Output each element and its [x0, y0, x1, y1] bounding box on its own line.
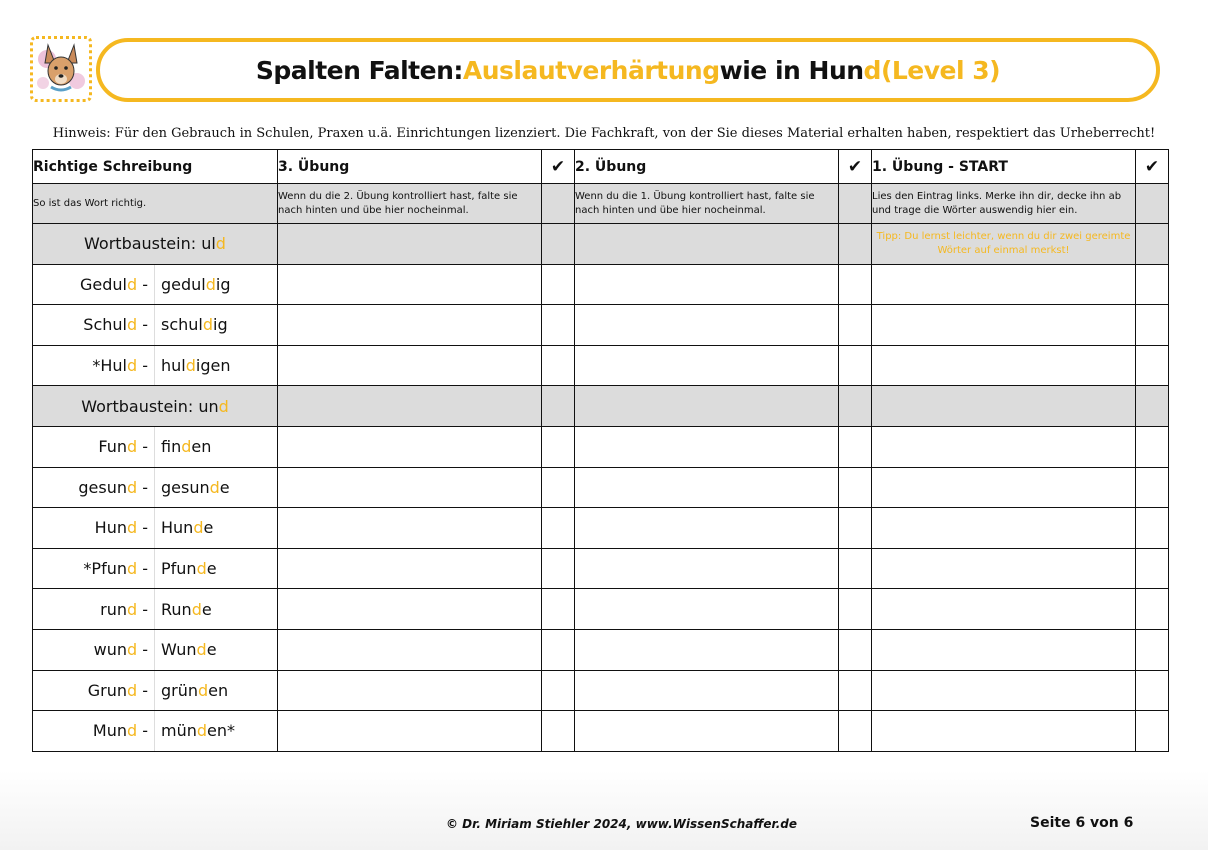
footer-page-number: Seite 6 von 6 — [1030, 815, 1134, 831]
answer-cell[interactable] — [278, 467, 542, 508]
answer-cell[interactable] — [278, 670, 542, 711]
check-cell — [1136, 184, 1169, 224]
check-cell[interactable] — [542, 629, 575, 670]
header-exercise-3: 3. Übung — [278, 150, 542, 184]
word-derived: gesunde — [155, 467, 278, 508]
answer-cell[interactable] — [872, 467, 1136, 508]
word-derived: huldigen — [155, 345, 278, 386]
check-cell[interactable] — [542, 426, 575, 467]
answer-cell[interactable] — [575, 264, 839, 305]
answer-cell[interactable] — [872, 386, 1136, 427]
word-derived: Wunde — [155, 629, 278, 670]
word-derived: finden — [155, 426, 278, 467]
answer-cell[interactable] — [872, 264, 1136, 305]
check-cell[interactable] — [839, 508, 872, 549]
answer-cell[interactable] — [575, 305, 839, 346]
check-cell[interactable] — [1136, 224, 1169, 265]
word-derived: Pfunde — [155, 548, 278, 589]
answer-cell[interactable] — [278, 426, 542, 467]
check-cell[interactable] — [542, 264, 575, 305]
footer-copyright: © Dr. Miriam Stiehler 2024, www.WissenSchaffer.de — [446, 817, 797, 831]
check-cell[interactable] — [1136, 548, 1169, 589]
answer-cell[interactable] — [575, 629, 839, 670]
table-row — [33, 467, 1169, 508]
exercise-table — [32, 149, 1169, 752]
subheader-exercise-1: Lies den Eintrag links. Merke ihn dir, decke ihn ab und trage die Wörter auswendig hier ein. — [872, 184, 1136, 224]
check-cell[interactable] — [1136, 711, 1169, 752]
header-row — [33, 150, 1169, 184]
answer-cell[interactable] — [872, 629, 1136, 670]
check-cell[interactable] — [542, 345, 575, 386]
table-row — [33, 589, 1169, 630]
answer-cell[interactable] — [278, 589, 542, 630]
check-cell[interactable] — [542, 224, 575, 265]
word-base: Grund - — [33, 670, 155, 711]
answer-cell[interactable] — [575, 426, 839, 467]
answer-cell[interactable] — [575, 589, 839, 630]
check-icon: ✔ — [1136, 150, 1169, 184]
answer-cell[interactable] — [872, 345, 1136, 386]
answer-cell[interactable] — [575, 711, 839, 752]
answer-cell[interactable] — [872, 508, 1136, 549]
check-cell[interactable] — [1136, 426, 1169, 467]
answer-cell[interactable] — [872, 426, 1136, 467]
check-cell[interactable] — [1136, 508, 1169, 549]
table-row — [33, 548, 1169, 589]
check-cell[interactable] — [542, 670, 575, 711]
table-row — [33, 670, 1169, 711]
answer-cell[interactable] — [278, 711, 542, 752]
check-cell[interactable] — [1136, 629, 1169, 670]
word-base: *Pfund - — [33, 548, 155, 589]
check-cell[interactable] — [1136, 345, 1169, 386]
check-cell[interactable] — [1136, 386, 1169, 427]
check-icon: ✔ — [542, 150, 575, 184]
answer-cell[interactable] — [872, 548, 1136, 589]
table-row — [33, 345, 1169, 386]
answer-cell[interactable] — [278, 386, 542, 427]
subheader-row — [33, 184, 1169, 224]
table-row — [33, 264, 1169, 305]
answer-cell[interactable] — [575, 224, 839, 265]
answer-cell[interactable] — [278, 345, 542, 386]
answer-cell[interactable] — [575, 386, 839, 427]
answer-cell[interactable] — [278, 224, 542, 265]
check-cell[interactable] — [839, 305, 872, 346]
page-bottom-shade — [0, 770, 1208, 850]
section-label: Wortbaustein: uld — [33, 224, 278, 265]
check-cell — [542, 184, 575, 224]
answer-cell[interactable] — [278, 305, 542, 346]
answer-cell[interactable] — [575, 345, 839, 386]
word-base: Geduld - — [33, 264, 155, 305]
check-cell[interactable] — [542, 711, 575, 752]
check-cell[interactable] — [839, 224, 872, 265]
table-row — [33, 305, 1169, 346]
section-row — [33, 224, 1169, 265]
word-base: wund - — [33, 629, 155, 670]
page-title — [96, 38, 1160, 102]
title-part-5: (Level 3) — [880, 55, 1001, 85]
check-cell[interactable] — [839, 711, 872, 752]
check-cell[interactable] — [839, 386, 872, 427]
subheader-exercise-2: Wenn du die 1. Übung kontrolliert hast, falte sie nach hinten und übe hier nocheinmal. — [575, 184, 839, 224]
check-cell[interactable] — [542, 305, 575, 346]
word-base: gesund - — [33, 467, 155, 508]
answer-cell[interactable] — [278, 629, 542, 670]
check-cell[interactable] — [542, 467, 575, 508]
word-derived: geduldig — [155, 264, 278, 305]
title-part-3: wie in Hun — [719, 55, 864, 85]
word-derived: Hunde — [155, 508, 278, 549]
license-notice: Hinweis: Für den Gebrauch in Schulen, Praxen u.ä. Einrichtungen lizenziert. Die Fachkraft, von der Sie dieses Material erhalten haben, respektiert das Urheberrecht! — [52, 126, 1156, 141]
check-icon: ✔ — [839, 150, 872, 184]
word-base: Hund - — [33, 508, 155, 549]
check-cell[interactable] — [839, 589, 872, 630]
check-cell[interactable] — [839, 264, 872, 305]
word-base: Schuld - — [33, 305, 155, 346]
header-exercise-2: 2. Übung — [575, 150, 839, 184]
word-base: *Huld - — [33, 345, 155, 386]
check-cell[interactable] — [1136, 670, 1169, 711]
answer-cell[interactable] — [278, 508, 542, 549]
answer-cell[interactable] — [575, 548, 839, 589]
check-cell[interactable] — [839, 670, 872, 711]
table-row — [33, 711, 1169, 752]
check-cell[interactable] — [1136, 467, 1169, 508]
answer-cell[interactable] — [278, 264, 542, 305]
answer-cell[interactable] — [872, 711, 1136, 752]
section-label: Wortbaustein: und — [33, 386, 278, 427]
check-cell[interactable] — [839, 629, 872, 670]
answer-cell[interactable] — [575, 467, 839, 508]
answer-cell[interactable] — [278, 548, 542, 589]
section-row — [33, 386, 1169, 427]
table-row — [33, 508, 1169, 549]
table-row — [33, 426, 1169, 467]
subheader-correct-spelling: So ist das Wort richtig. — [33, 184, 278, 224]
table-row — [33, 629, 1169, 670]
answer-cell[interactable] — [872, 589, 1136, 630]
answer-cell[interactable] — [872, 305, 1136, 346]
answer-cell[interactable] — [575, 670, 839, 711]
check-cell[interactable] — [839, 345, 872, 386]
check-cell[interactable] — [542, 386, 575, 427]
tip-text: Tipp: Du lernst leichter, wenn du dir zwei gereimte Wörter auf einmal merkst! — [872, 224, 1136, 265]
check-cell — [839, 184, 872, 224]
title-part-4: d — [863, 55, 881, 85]
subheader-exercise-3: Wenn du die 2. Übung kontrolliert hast, falte sie nach hinten und übe hier nocheinmal. — [278, 184, 542, 224]
header-exercise-1: 1. Übung - START — [872, 150, 1136, 184]
check-cell[interactable] — [542, 589, 575, 630]
header-correct-spelling: Richtige Schreibung — [33, 150, 278, 184]
check-cell[interactable] — [1136, 305, 1169, 346]
word-derived: Runde — [155, 589, 278, 630]
answer-cell[interactable] — [872, 670, 1136, 711]
check-cell[interactable] — [1136, 589, 1169, 630]
dog-logo — [30, 36, 92, 102]
title-part-2: Auslautverhärtung — [462, 55, 720, 85]
word-derived: münden* — [155, 711, 278, 752]
check-cell[interactable] — [839, 426, 872, 467]
word-base: Mund - — [33, 711, 155, 752]
check-cell[interactable] — [839, 548, 872, 589]
dog-icon — [33, 39, 89, 99]
word-derived: schuldig — [155, 305, 278, 346]
check-cell[interactable] — [542, 508, 575, 549]
word-base: Fund - — [33, 426, 155, 467]
word-derived: gründen — [155, 670, 278, 711]
check-cell[interactable] — [839, 467, 872, 508]
check-cell[interactable] — [1136, 264, 1169, 305]
title-part-1: Spalten Falten: — [255, 55, 463, 85]
answer-cell[interactable] — [575, 508, 839, 549]
word-base: rund - — [33, 589, 155, 630]
check-cell[interactable] — [542, 548, 575, 589]
